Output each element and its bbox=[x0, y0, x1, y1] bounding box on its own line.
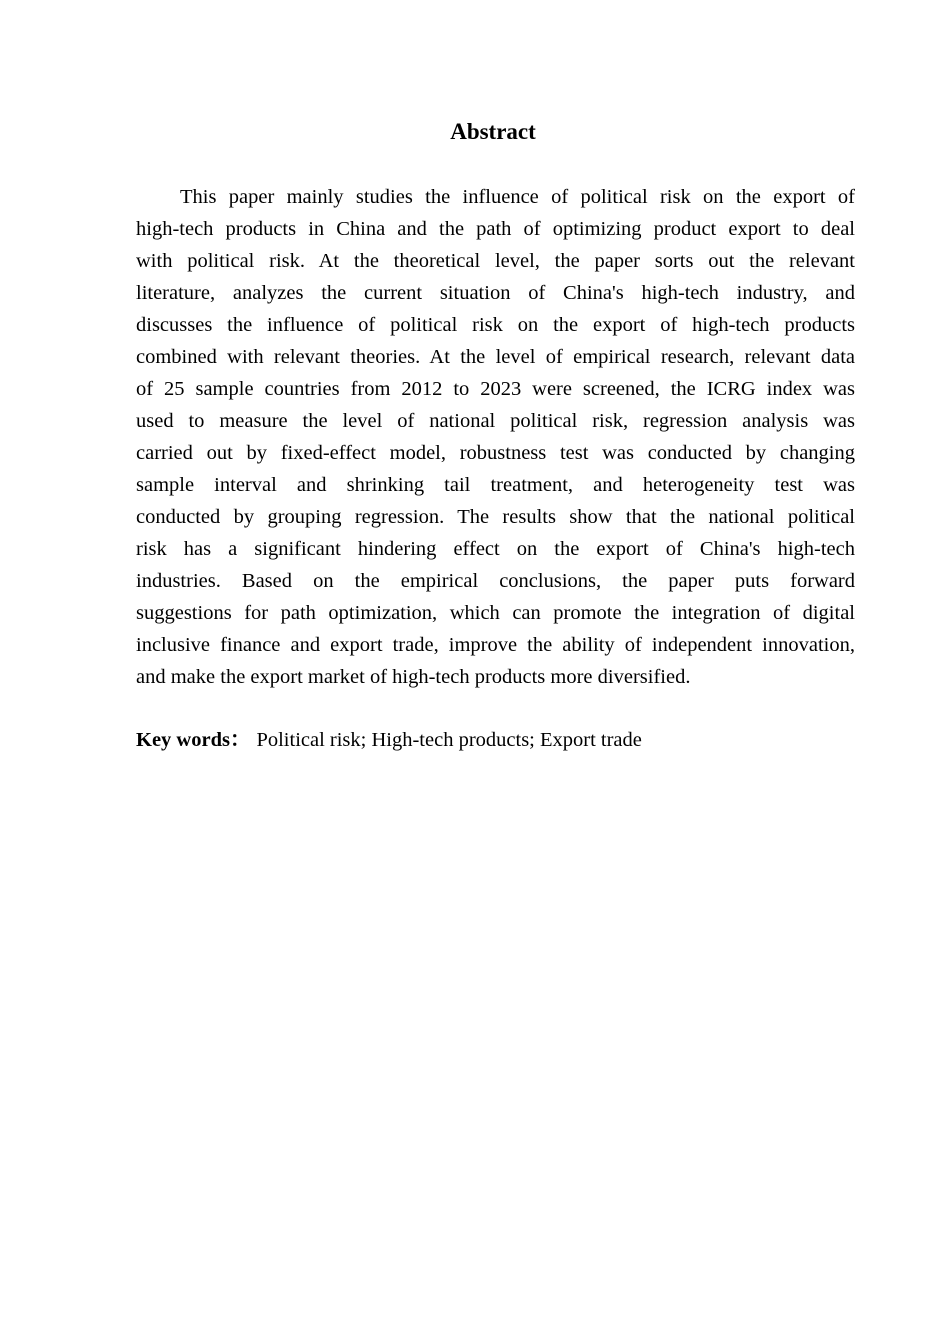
abstract-line: risk has a significant hindering effect on the export of China's high-tech bbox=[136, 538, 855, 560]
abstract-line: discusses the influence of political risk on the export of high-tech products bbox=[136, 314, 855, 336]
abstract-line: inclusive finance and export trade, improve the ability of independent innovation, bbox=[136, 634, 855, 656]
keywords-label: Key words bbox=[136, 729, 230, 751]
abstract-line: and make the export market of high-tech products more diversified. bbox=[136, 666, 691, 688]
abstract-line: industries. Based on the empirical conclusions, the paper puts forward bbox=[136, 570, 855, 592]
abstract-line: of 25 sample countries from 2012 to 2023 were screened, the ICRG index was bbox=[136, 378, 855, 400]
abstract-line: literature, analyzes the current situation of China's high-tech industry, and bbox=[136, 282, 855, 304]
abstract-line: with political risk. At the theoretical level, the paper sorts out the relevant bbox=[136, 250, 855, 272]
abstract-line: sample interval and shrinking tail treatment, and heterogeneity test was bbox=[136, 474, 855, 496]
abstract-line: conducted by grouping regression. The results show that the national political bbox=[136, 506, 855, 528]
abstract-title: Abstract bbox=[450, 119, 536, 144]
abstract-line: combined with relevant theories. At the level of empirical research, relevant data bbox=[136, 346, 855, 368]
keywords-value: Political risk; High-tech products; Export trade bbox=[256, 729, 642, 751]
abstract-line: carried out by fixed-effect model, robustness test was conducted by changing bbox=[136, 442, 855, 464]
keywords-separator: ： bbox=[229, 729, 251, 751]
abstract-body bbox=[136, 181, 855, 693]
abstract-line: This paper mainly studies the influence of political risk on the export of bbox=[180, 186, 855, 208]
keywords-line bbox=[136, 724, 642, 756]
abstract-line: suggestions for path optimization, which can promote the integration of digital bbox=[136, 602, 855, 624]
abstract-line: high-tech products in China and the path of optimizing product export to deal bbox=[136, 218, 855, 240]
abstract-line: used to measure the level of national political risk, regression analysis was bbox=[136, 410, 855, 432]
